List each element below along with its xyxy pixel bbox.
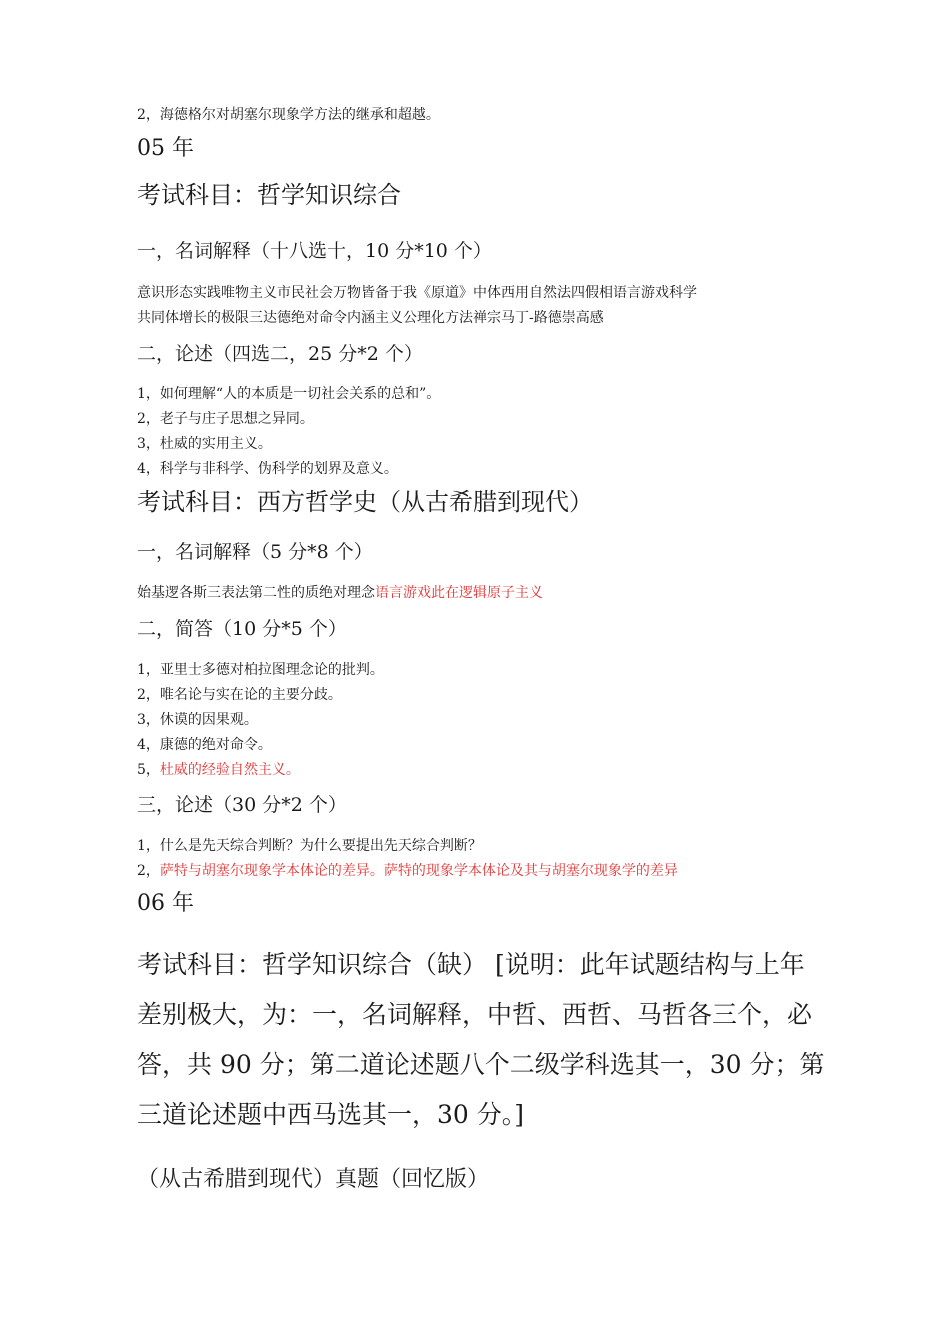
list-item	[137, 860, 678, 880]
list-item: 3，杜威的实用主义。	[137, 436, 272, 452]
list-item: 3，休谟的因果观。	[137, 712, 258, 728]
terms-highlighted: 语言游戏此在逻辑原子主义	[375, 585, 543, 601]
list-item: 4，康德的绝对命令。	[137, 737, 272, 753]
list-item: 2，老子与庄子思想之异同。	[137, 411, 314, 427]
section-title-essay-1: 二，论述（四选二，25 分*2 个）	[137, 343, 423, 365]
subject-title-1: 考试科目：哲学知识综合	[137, 181, 401, 209]
list-item: 4，科学与非科学、伪科学的划界及意义。	[137, 461, 398, 477]
terms-line-2: 共同体增长的极限三达德绝对命令内涵主义公理化方法禅宗马丁-路德崇高感	[137, 310, 604, 326]
section-title-short-answer: 二，简答（10 分*5 个）	[137, 618, 347, 640]
recall-title: （从古希腊到现代）真题（回忆版）	[137, 1167, 490, 1192]
terms-line-3	[137, 582, 543, 602]
list-item: 1，什么是先天综合判断？为什么要提出先天综合判断？	[137, 838, 482, 854]
item-number: 2，	[137, 863, 160, 879]
top-item: 2，海德格尔对胡塞尔现象学方法的继承和超越。	[137, 107, 440, 123]
section-title-text: 一，名词解释（5 分*8 个）	[137, 541, 373, 563]
year-heading-05: 05 年	[137, 136, 194, 161]
terms-line-1: 意识形态实践唯物主义市民社会万物皆备于我《原道》中体西用自然法四假相语言游戏科学	[137, 285, 697, 301]
item-highlighted: 杜威的经验自然主义。	[159, 762, 300, 778]
item-highlighted: 萨特与胡塞尔现象学本体论的差异。萨特的现象学本体论及其与胡塞尔现象学的差异	[159, 863, 678, 879]
list-item: 2，唯名论与实在论的主要分歧。	[137, 687, 342, 703]
item-number: 5，	[137, 762, 160, 778]
section-title-terms-1: 一，名词解释（十八选十，10 分*10 个）	[137, 240, 492, 262]
section-title-essay-2: 三，论述（30 分*2 个）	[137, 794, 347, 816]
section-title-terms-2	[137, 537, 373, 564]
subject-title-2: 考试科目：西方哲学史（从古希腊到现代）	[137, 488, 593, 516]
year-heading-06: 06 年	[137, 891, 194, 916]
note-paragraph: 考试科目：哲学知识综合（缺） [说明：此年试题结构与上年差别极大，为：一，名词解释，中哲、西哲、马哲各三个，必答，共 90 分；第二道论述题八个二级学科选其一，30 分；第三道论述题中西马选其一，30 分。]	[137, 950, 825, 1129]
list-item: 1，亚里士多德对柏拉图理念论的批判。	[137, 662, 384, 678]
list-item: 1，如何理解“人的本质是一切社会关系的总和”。	[137, 386, 441, 402]
terms-black: 始基逻各斯三表法第二性的质绝对理念	[137, 585, 375, 601]
list-item	[137, 759, 300, 779]
